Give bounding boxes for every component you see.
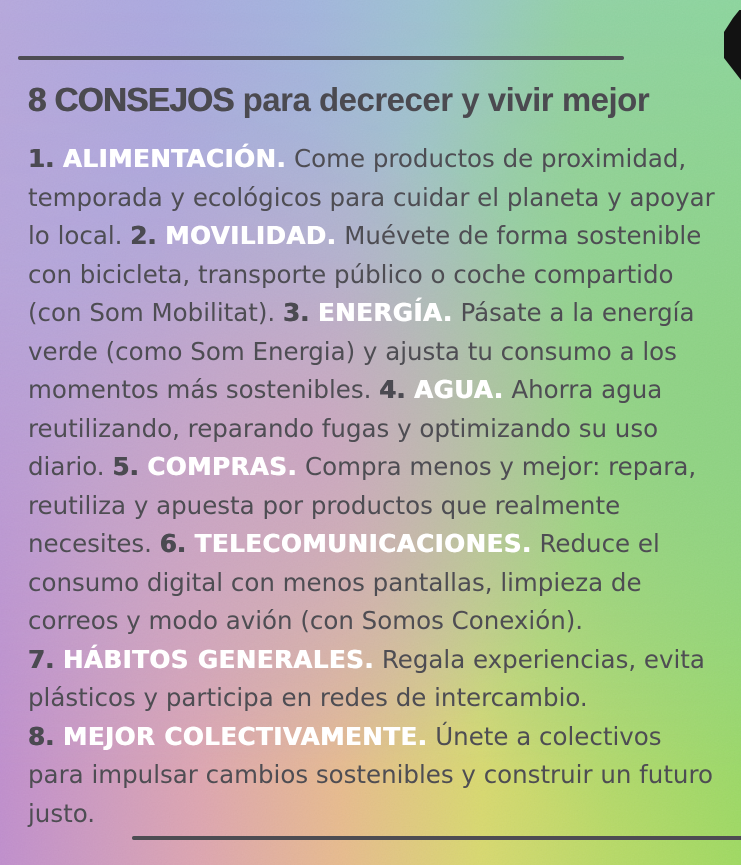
title-emphasis: 8 CONSEJOS xyxy=(28,81,234,118)
tip-text: Compra menos y mejor: repara, reutiliza y apuesta por productos que realmente necesites. xyxy=(28,452,697,558)
tip-heading: TELECOMUNICACIONES. xyxy=(194,529,532,558)
tip-number: 1. xyxy=(28,144,63,173)
tips-paragraph xyxy=(28,140,718,833)
tip-number: 8. xyxy=(28,721,63,751)
tip-heading: COMPRAS. xyxy=(147,452,298,481)
tip-text: Regala experiencias, evita plásticos y participa en redes de intercambio. xyxy=(28,644,705,712)
top-rule xyxy=(18,56,624,60)
tip-number: 7. xyxy=(28,644,63,674)
tip-text: Únete a colectivos para impulsar cambios sostenibles y construir un futuro justo. xyxy=(28,721,713,828)
tip-number: 3. xyxy=(283,298,318,327)
tip-number: 5. xyxy=(112,452,148,481)
tip-text: Reduce el consumo digital con menos pantallas, limpieza de correos y modo avión (con Somos Conexión). xyxy=(28,529,660,635)
tip-heading: HÁBITOS GENERALES. xyxy=(62,644,375,674)
tip-number: 4. xyxy=(379,375,415,404)
tip-number: 2. xyxy=(130,221,166,250)
tip-heading: MOVILIDAD. xyxy=(165,221,337,250)
tip-heading: MEJOR COLECTIVAMENTE. xyxy=(62,721,428,751)
tip-heading: ALIMENTACIÓN. xyxy=(62,144,287,173)
tip-text: Ahorra agua reutilizando, reparando fugas y optimizando su uso diario. xyxy=(28,375,663,481)
tip-text: Muévete de forma sostenible con bicicleta, transporte público o coche compartido (con Som Mobilitat). xyxy=(28,221,702,327)
page-title xyxy=(28,82,728,118)
title-rest: para decrecer y vivir mejor xyxy=(242,81,650,118)
tip-heading: AGUA. xyxy=(414,375,504,404)
bottom-rule xyxy=(132,836,741,840)
tip-heading: ENERGÍA. xyxy=(317,298,453,327)
tip-text: Come productos de proximidad, temporada y ecológicos para cuidar el planeta y apoyar lo local. xyxy=(28,144,715,250)
tip-number: 6. xyxy=(159,529,195,558)
cube-logo-icon xyxy=(721,10,741,82)
tip-text: Pásate a la energía verde (como Som Energia) y ajusta tu consumo a los momentos más sostenibles. xyxy=(28,298,695,404)
